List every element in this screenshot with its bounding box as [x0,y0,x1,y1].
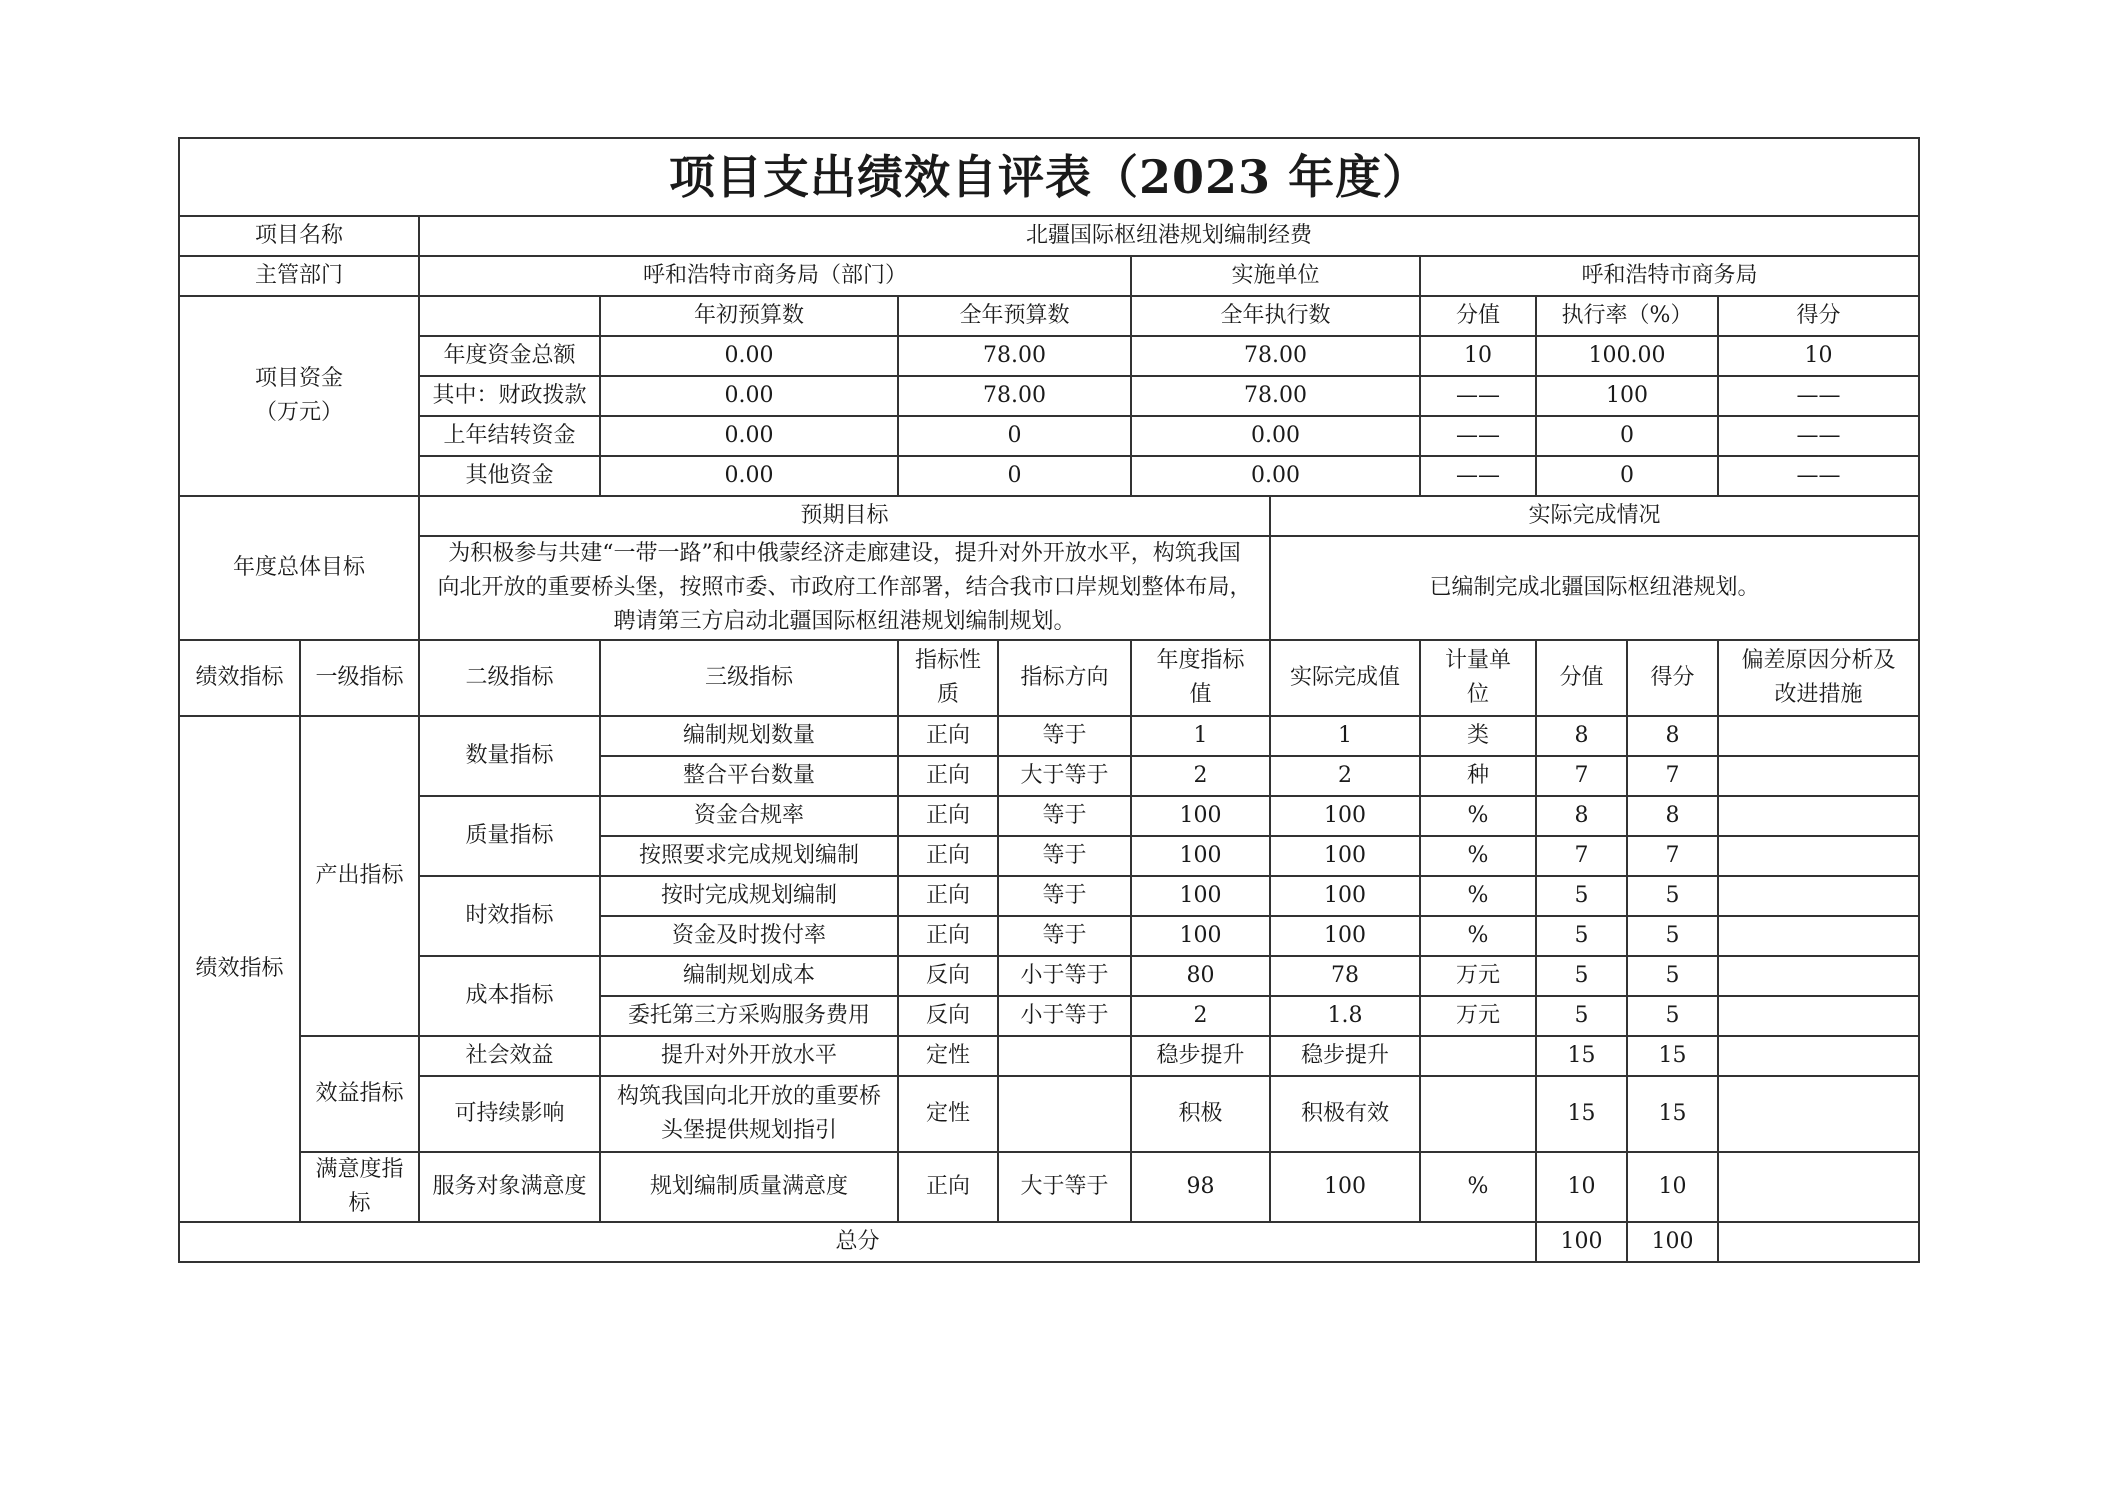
total-label: 总分 [179,1222,1536,1262]
level3-name: 资金合规率 [600,796,898,836]
actual-completion-header: 实际完成情况 [1270,496,1919,536]
indicator-row [179,796,1919,836]
direction: 大于等于 [998,756,1131,796]
level3-name [600,1076,898,1152]
ind-header-score: 得分 [1627,640,1718,716]
funds-score: 10 [1718,336,1919,376]
nature: 正向 [898,756,998,796]
nature: 正向 [898,1152,998,1222]
page-title: 项目支出绩效自评表（2023 年度） [179,138,1919,216]
level1-output: 产出指标 [300,716,419,1036]
deviation-note [1718,796,1919,836]
score: 7 [1627,836,1718,876]
weight: 10 [1536,1152,1627,1222]
target-value: 100 [1131,836,1270,876]
nature: 正向 [898,876,998,916]
nature: 定性 [898,1076,998,1152]
score: 8 [1627,716,1718,756]
funds-initial: 0.00 [600,376,898,416]
funds-executed: 78.00 [1131,336,1420,376]
funds-weight: —— [1420,416,1536,456]
actual-value: 100 [1270,876,1420,916]
weight: 5 [1536,956,1627,996]
funds-label [179,296,419,496]
indicator-row [179,1076,1919,1152]
score: 7 [1627,756,1718,796]
expected-goal-text [419,536,1270,640]
weight: 7 [1536,756,1627,796]
target-value: 100 [1131,916,1270,956]
actual-value: 100 [1270,916,1420,956]
funds-header-annual: 全年预算数 [898,296,1131,336]
funds-label-line1: 项目资金 [254,366,343,391]
funds-score: —— [1718,416,1919,456]
indicator-row [179,716,1919,756]
score: 8 [1627,796,1718,836]
unit: % [1420,796,1536,836]
actual-value: 1.8 [1270,996,1420,1036]
ind-header-level1: 一级指标 [300,640,419,716]
direction [998,1076,1131,1152]
level3-name: 整合平台数量 [600,756,898,796]
weight: 8 [1536,716,1627,756]
score: 15 [1627,1076,1718,1152]
ind-header-direction: 指标方向 [998,640,1131,716]
funds-annual: 0 [898,456,1131,496]
ind-header-level2: 二级指标 [419,640,600,716]
funds-header-rate: 执行率（%） [1536,296,1718,336]
weight: 5 [1536,876,1627,916]
ind-header-unit-line: 计量单 [1444,648,1511,673]
actual-value: 78 [1270,956,1420,996]
level2-social: 社会效益 [419,1036,600,1076]
funds-executed: 78.00 [1131,376,1420,416]
unit: % [1420,876,1536,916]
target-value: 1 [1131,716,1270,756]
total-row [179,1222,1919,1262]
deviation-note [1718,916,1919,956]
direction: 等于 [998,716,1131,756]
deviation-note [1718,1036,1919,1076]
funds-header-score: 得分 [1718,296,1919,336]
score: 10 [1627,1152,1718,1222]
ind-group-label: 绩效指标 [179,716,300,1222]
funds-rate: 100 [1536,376,1718,416]
funds-corner [419,296,600,336]
unit: 万元 [1420,996,1536,1036]
level1-benefit: 效益指标 [300,1036,419,1152]
funds-weight: —— [1420,376,1536,416]
expected-goal-line: 为积极参与共建“一带一路”和中俄蒙经济走廊建设，提升对外开放水平，构筑我国 [448,541,1241,566]
level3-name-line: 构筑我国向北开放的重要桥 [616,1084,881,1109]
level3-name: 按时完成规划编制 [600,876,898,916]
weight: 8 [1536,796,1627,836]
annual-goal-label: 年度总体目标 [179,496,419,640]
funds-row-label: 其中：财政拨款 [419,376,600,416]
direction: 大于等于 [998,1152,1131,1222]
funds-executed: 0.00 [1131,416,1420,456]
ind-header-target [1131,640,1270,716]
unit [1420,1076,1536,1152]
score: 5 [1627,876,1718,916]
funds-annual: 78.00 [898,376,1131,416]
ind-header-weight: 分值 [1536,640,1627,716]
actual-value: 100 [1270,796,1420,836]
funds-header-weight: 分值 [1420,296,1536,336]
expected-goal-line: 向北开放的重要桥头堡，按照市委、市政府工作部署，结合我市口岸规划整体布局， [437,575,1252,600]
level2-timeliness: 时效指标 [419,876,600,956]
level3-name: 编制规划成本 [600,956,898,996]
funds-initial: 0.00 [600,416,898,456]
actual-value: 2 [1270,756,1420,796]
funds-row [179,416,1919,456]
deviation-note [1718,956,1919,996]
funds-weight: 10 [1420,336,1536,376]
funds-row [179,336,1919,376]
funds-rate: 100.00 [1536,336,1718,376]
ind-header-nature-line: 质 [936,682,959,707]
unit: % [1420,1152,1536,1222]
project-name-value: 北疆国际枢纽港规划编制经费 [419,216,1919,256]
unit: 万元 [1420,956,1536,996]
unit [1420,1036,1536,1076]
funds-row-label: 其他资金 [419,456,600,496]
funds-rate: 0 [1536,456,1718,496]
funds-score: —— [1718,456,1919,496]
unit: % [1420,916,1536,956]
funds-annual: 0 [898,416,1131,456]
project-name-label: 项目名称 [179,216,419,256]
level2-quality: 质量指标 [419,796,600,876]
unit: 类 [1420,716,1536,756]
actual-value: 稳步提升 [1270,1036,1420,1076]
ind-header-note [1718,640,1919,716]
deviation-note [1718,876,1919,916]
ind-header-target-line: 值 [1189,682,1212,707]
ind-header-nature-line: 指标性 [914,648,981,673]
total-note [1718,1222,1919,1262]
level2-sustainable: 可持续影响 [419,1076,600,1152]
target-value: 稳步提升 [1131,1036,1270,1076]
funds-rate: 0 [1536,416,1718,456]
level3-name: 资金及时拨付率 [600,916,898,956]
direction: 小于等于 [998,956,1131,996]
ind-header-unit [1420,640,1536,716]
ind-header-actual: 实际完成值 [1270,640,1420,716]
nature: 正向 [898,836,998,876]
funds-executed: 0.00 [1131,456,1420,496]
funds-label-line2: （万元） [254,400,343,425]
nature: 反向 [898,996,998,1036]
nature: 定性 [898,1036,998,1076]
performance-self-evaluation-table [178,137,1920,1263]
nature: 正向 [898,796,998,836]
unit: 种 [1420,756,1536,796]
ind-header-target-line: 年度指标 [1156,648,1245,673]
weight: 7 [1536,836,1627,876]
direction: 小于等于 [998,996,1131,1036]
weight: 5 [1536,916,1627,956]
expected-goal-header: 预期目标 [419,496,1270,536]
funds-initial: 0.00 [600,456,898,496]
funds-row [179,456,1919,496]
funds-weight: —— [1420,456,1536,496]
dept-label: 主管部门 [179,256,419,296]
target-value: 100 [1131,796,1270,836]
direction: 等于 [998,916,1131,956]
target-value: 80 [1131,956,1270,996]
level2-cost: 成本指标 [419,956,600,1036]
target-value: 98 [1131,1152,1270,1222]
funds-initial: 0.00 [600,336,898,376]
deviation-note [1718,1076,1919,1152]
level3-name: 委托第三方采购服务费用 [600,996,898,1036]
impl-unit-label: 实施单位 [1131,256,1420,296]
impl-unit-value: 呼和浩特市商务局 [1420,256,1919,296]
weight: 15 [1536,1036,1627,1076]
indicator-row [179,1036,1919,1076]
deviation-note [1718,1152,1919,1222]
ind-header-unit-line: 位 [1466,682,1489,707]
direction [998,1036,1131,1076]
indicator-row [179,876,1919,916]
total-weight: 100 [1536,1222,1627,1262]
funds-header-initial: 年初预算数 [600,296,898,336]
funds-header-executed: 全年执行数 [1131,296,1420,336]
weight: 15 [1536,1076,1627,1152]
nature: 正向 [898,916,998,956]
score: 5 [1627,996,1718,1036]
level3-name: 规划编制质量满意度 [600,1152,898,1222]
deviation-note [1718,996,1919,1036]
funds-row-label: 年度资金总额 [419,336,600,376]
level3-name: 编制规划数量 [600,716,898,756]
indicator-row [179,1152,1919,1222]
actual-value: 1 [1270,716,1420,756]
funds-row-label: 上年结转资金 [419,416,600,456]
indicator-row [179,956,1919,996]
funds-score: —— [1718,376,1919,416]
ind-header-note-line: 改进措施 [1774,682,1863,707]
expected-goal-line: 聘请第三方启动北疆国际枢纽港规划编制规划。 [613,609,1076,634]
level1-satisfaction: 满意度指标 [300,1152,419,1222]
level3-name: 提升对外开放水平 [600,1036,898,1076]
score: 5 [1627,916,1718,956]
score: 5 [1627,956,1718,996]
weight: 5 [1536,996,1627,1036]
actual-value: 积极有效 [1270,1076,1420,1152]
actual-value: 100 [1270,1152,1420,1222]
nature: 反向 [898,956,998,996]
dept-value: 呼和浩特市商务局（部门） [419,256,1131,296]
deviation-note [1718,716,1919,756]
direction: 等于 [998,836,1131,876]
level3-name: 按照要求完成规划编制 [600,836,898,876]
ind-header-nature [898,640,998,716]
funds-row [179,376,1919,416]
ind-header-level3: 三级指标 [600,640,898,716]
actual-completion-text: 已编制完成北疆国际枢纽港规划。 [1270,536,1919,640]
actual-value: 100 [1270,836,1420,876]
direction: 等于 [998,876,1131,916]
level2-quantity: 数量指标 [419,716,600,796]
funds-annual: 78.00 [898,336,1131,376]
level2-service: 服务对象满意度 [419,1152,600,1222]
ind-header-note-line: 偏差原因分析及 [1741,648,1896,673]
nature: 正向 [898,716,998,756]
ind-header-group: 绩效指标 [179,640,300,716]
direction: 等于 [998,796,1131,836]
deviation-note [1718,836,1919,876]
target-value: 积极 [1131,1076,1270,1152]
score: 15 [1627,1036,1718,1076]
unit: % [1420,836,1536,876]
total-score: 100 [1627,1222,1718,1262]
deviation-note [1718,756,1919,796]
target-value: 100 [1131,876,1270,916]
target-value: 2 [1131,996,1270,1036]
level3-name-line: 头堡提供规划指引 [660,1118,837,1143]
target-value: 2 [1131,756,1270,796]
